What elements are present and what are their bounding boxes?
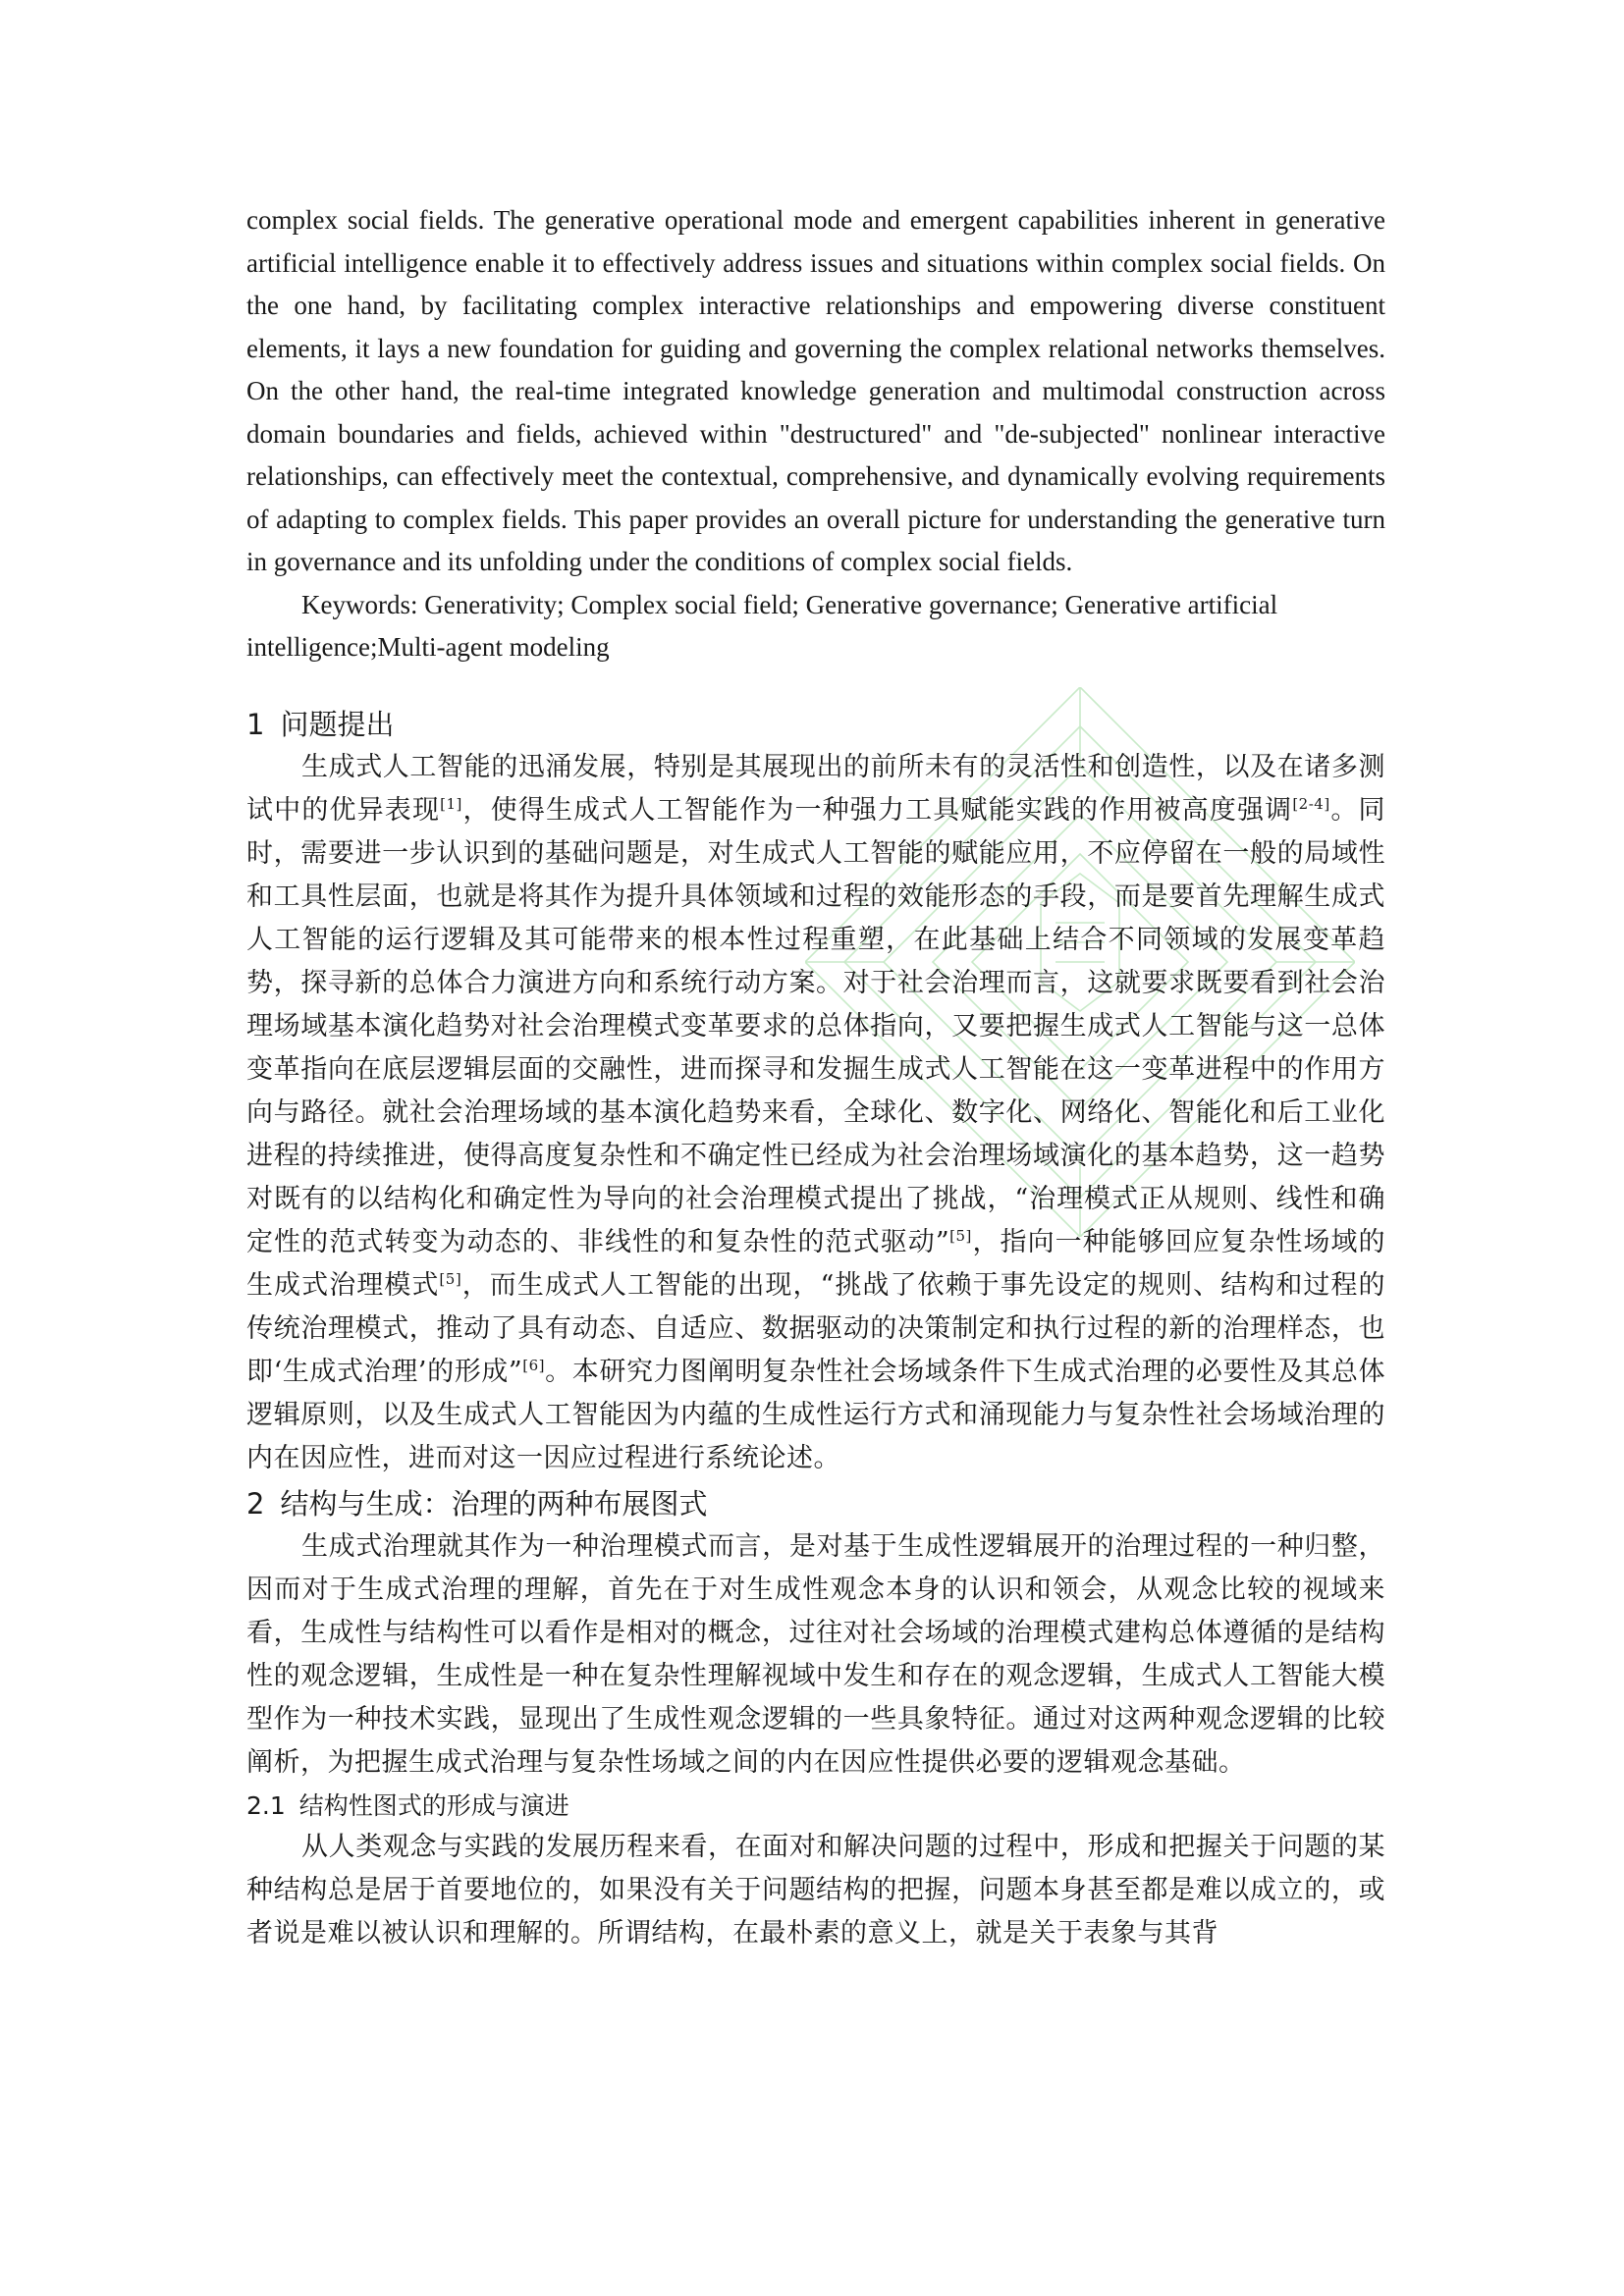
text-run: ，指向一种能够回应复杂性场域的生成式治理模式 <box>246 1226 1385 1301</box>
section-2-title: 结构与生成：治理的两种布展图式 <box>280 1486 708 1521</box>
section-2-1-title: 结构性图式的形成与演进 <box>298 1790 569 1820</box>
keywords-text: Generativity; Complex social field; Generative governance; Generative artificial intelligence;Multi-agent modeling <box>246 589 1278 662</box>
page-content <box>246 199 1385 1955</box>
section-2-paragraph: 生成式治理就其作为一种治理模式而言，是对基于生成性逻辑展开的治理过程的一种归整，因而对于生成式治理的理解，首先在于对生成性观念本身的认识和领会，从观念比较的视域来看，生成性与结构性可以看作是相对的概念，过往对社会场域的治理模式建构总体遵循的是结构性的观念逻辑，生成性是一种在复杂性理解视域中发生和存在的观念逻辑，生成式人工智能大模型作为一种技术实践，显现出了生成性观念逻辑的一些具象特征。通过对这两种观念逻辑的比较阐析，为把握生成式治理与复杂性场域之间的内在因应性提供必要的逻辑观念基础。 <box>246 1530 1385 1778</box>
section-1-paragraph <box>246 746 1385 1480</box>
section-2-number: 2 <box>246 1486 265 1521</box>
section-2-1-paragraph: 从人类观念与实践的发展历程来看，在面对和解决问题的过程中，形成和把握关于问题的某种结构总是居于首要地位的，如果没有关于问题结构的把握，问题本身甚至都是难以成立的，或者说是难以被认识和理解的。所谓结构，在最朴素的意义上，就是关于表象与其背 <box>246 1831 1385 1949</box>
citation: [6] <box>522 1356 545 1374</box>
citation: [1] <box>440 794 462 813</box>
text-run: 。本研究力图阐明复杂性社会场域条件下生成式治理的必要性及其总体逻辑原则，以及生成式人工智能因为内蕴的生成性运行方式和涌现能力与复杂性社会场域治理的内在因应性，进而对这一因应过程进行系统论述。 <box>246 1356 1386 1473</box>
section-1-number: 1 <box>246 707 265 741</box>
text-run: ，使得生成式人工智能作为一种强力工具赋能实践的作用被高度强调 <box>461 794 1293 826</box>
section-1-heading <box>246 703 1385 746</box>
section-1-title: 问题提出 <box>280 707 395 741</box>
citation: [5] <box>949 1226 972 1245</box>
section-2-1-heading <box>246 1787 1385 1826</box>
abstract-continuation: complex social fields. The generative operational mode and emergent capabilities inherent in generative artificial intelligence enable it to effectively address issues and situations within complex social fields. On the one hand, by facilitating complex interactive relationships and empowering diverse constituent elements, it lays a new foundation for guiding and governing the complex relational networks themselves. On the other hand, the real-time integrated knowledge generation and multimodal construction across domain boundaries and fields, achieved within "destructured" and "de-subjected" nonlinear interactive relationships, can effectively meet the contextual, comprehensive, and dynamically evolving requirements of adapting to complex fields. This paper provides an overall picture for understanding the generative turn in governance and its unfolding under the conditions of complex social fields. <box>246 205 1385 576</box>
keywords-label: Keywords: <box>301 589 425 619</box>
section-2-1-number: 2.1 <box>246 1790 286 1820</box>
citation: [5] <box>439 1269 462 1288</box>
section-2-heading <box>246 1482 1385 1525</box>
text-run: 生成式人工智能的迅涌发展，特别是其展现出的前所未有的灵活性和创造性，以及在诸多测试中的优异表现 <box>246 751 1385 826</box>
citation: [2-4] <box>1292 794 1330 813</box>
text-run: ，而生成式人工智能的出现，“挑战了依赖于事先设定的规则、结构和过程的传统治理模式，推动了具有动态、自适应、数据驱动的决策制定和执行过程的新的治理样态，也即‘生成式治理’的形成” <box>246 1269 1385 1387</box>
keywords <box>246 584 1385 669</box>
text-run: 。同时，需要进一步认识到的基础问题是，对生成式人工智能的赋能应用，不应停留在一般的局域性和工具性层面，也就是将其作为提升具体领域和过程的效能形态的手段，而是要首先理解生成式人工智能的运行逻辑及其可能带来的根本性过程重塑，在此基础上结合不同领域的发展变革趋势，探寻新的总体合力演进方向和系统行动方案。对于社会治理而言，这就要求既要看到社会治理场域基本演化趋势对社会治理模式变革要求的总体指向，又要把握生成式人工智能与这一总体变革指向在底层逻辑层面的交融性，进而探寻和发掘生成式人工智能在这一变革进程中的作用方向与路径。就社会治理场域的基本演化趋势来看，全球化、数字化、网络化、智能化和后工业化进程的持续推进，使得高度复杂性和不确定性已经成为社会治理场域演化的基本趋势，这一趋势对既有的以结构化和确定性为导向的社会治理模式提出了挑战，“治理模式正从规则、线性和确定性的范式转变为动态的、非线性的和复杂性的范式驱动” <box>246 794 1386 1257</box>
